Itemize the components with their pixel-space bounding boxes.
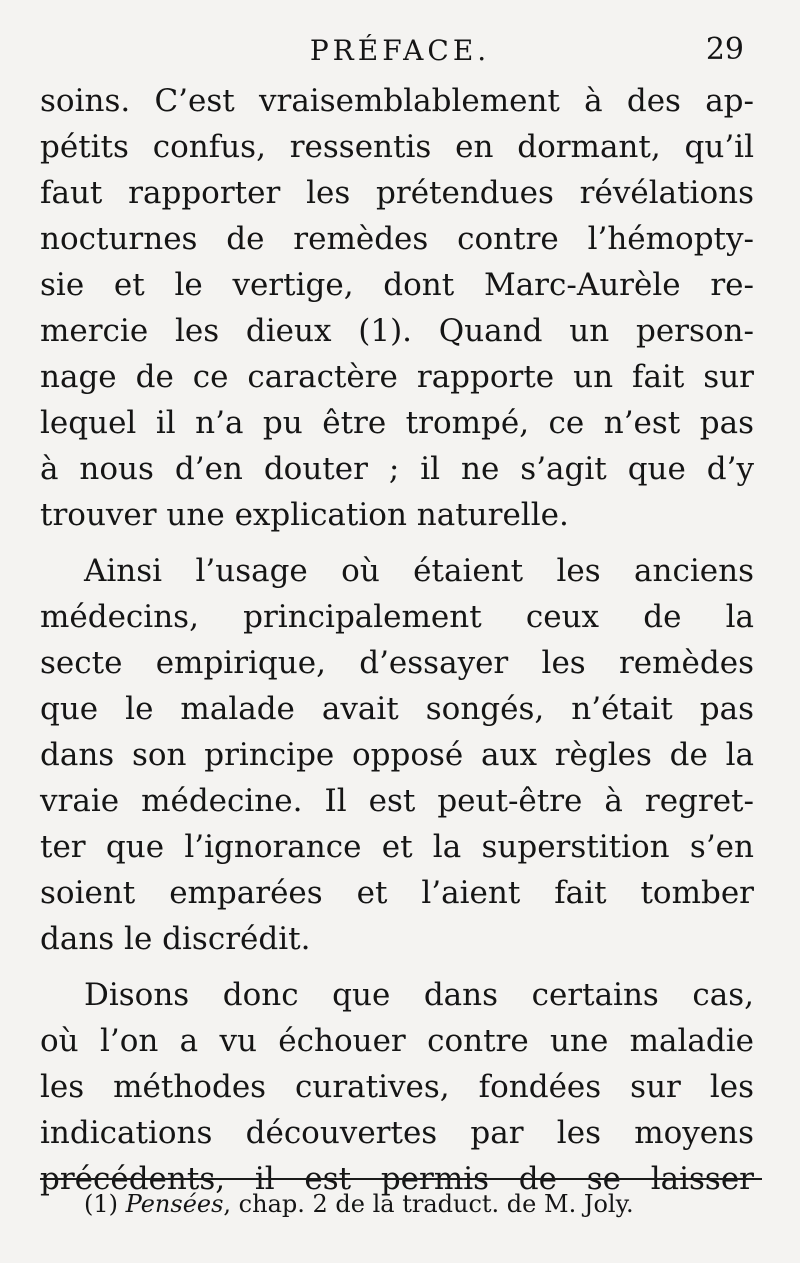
paragraph-3 <box>40 972 754 1202</box>
text-line: lequel il n’a pu être trompé, ce n’est pas <box>40 405 754 441</box>
text-line: secte empirique, d’essayer les remèdes <box>40 645 754 681</box>
text-line: précédents, il est permis de se laisser <box>40 1161 754 1197</box>
footnote <box>84 1188 744 1220</box>
text-line: sie et le vertige, dont Marc-Aurèle re- <box>40 267 754 303</box>
text-line: dans son principe opposé aux règles de la <box>40 737 754 773</box>
footnote-marker: (1) <box>84 1190 118 1218</box>
running-head <box>0 28 800 78</box>
footnote-reference: , chap. 2 de la traduct. de M. Joly. <box>223 1190 634 1218</box>
paragraph-gap <box>40 962 754 972</box>
text-line: à nous d’en douter ; il ne s’agit que d’y <box>40 451 754 487</box>
text-line: soins. C’est vraisemblablement à des ap- <box>40 83 754 119</box>
text-line: mercie les dieux (1). Quand un person- <box>40 313 754 349</box>
text-line: Ainsi l’usage où étaient les anciens <box>84 553 754 589</box>
footnote-work-title: Pensées <box>125 1190 224 1218</box>
paragraph-gap <box>40 538 754 548</box>
text-line: faut rapporter les prétendues révélations <box>40 175 754 211</box>
text-line: Disons donc que dans certains cas, <box>84 977 754 1013</box>
text-line: les méthodes curatives, fondées sur les <box>40 1069 754 1105</box>
footnote-rule <box>40 1178 762 1180</box>
text-line: nage de ce caractère rapporte un fait sur <box>40 359 754 395</box>
text-line: pétits confus, ressentis en dormant, qu’il <box>40 129 754 165</box>
text-line: dans le discrédit. <box>40 921 311 957</box>
paragraph-2 <box>40 548 754 962</box>
body-text <box>40 78 754 1202</box>
page-number: 29 <box>705 32 744 67</box>
text-line: soient emparées et l’aient fait tomber <box>40 875 754 911</box>
text-line: où l’on a vu échouer contre une maladie <box>40 1023 754 1059</box>
running-title: PRÉFACE. <box>309 34 491 67</box>
text-line: indications découvertes par les moyens <box>40 1115 754 1151</box>
text-line: nocturnes de remèdes contre l’hémopty- <box>40 221 754 257</box>
text-line: ter que l’ignorance et la superstition s’en <box>40 829 754 865</box>
paragraph-1 <box>40 78 754 538</box>
text-line: que le malade avait songés, n’était pas <box>40 691 754 727</box>
text-line: trouver une explication naturelle. <box>40 497 569 533</box>
text-line: médecins, principalement ceux de la <box>40 599 754 635</box>
text-line: vraie médecine. Il est peut-être à regret- <box>40 783 754 819</box>
